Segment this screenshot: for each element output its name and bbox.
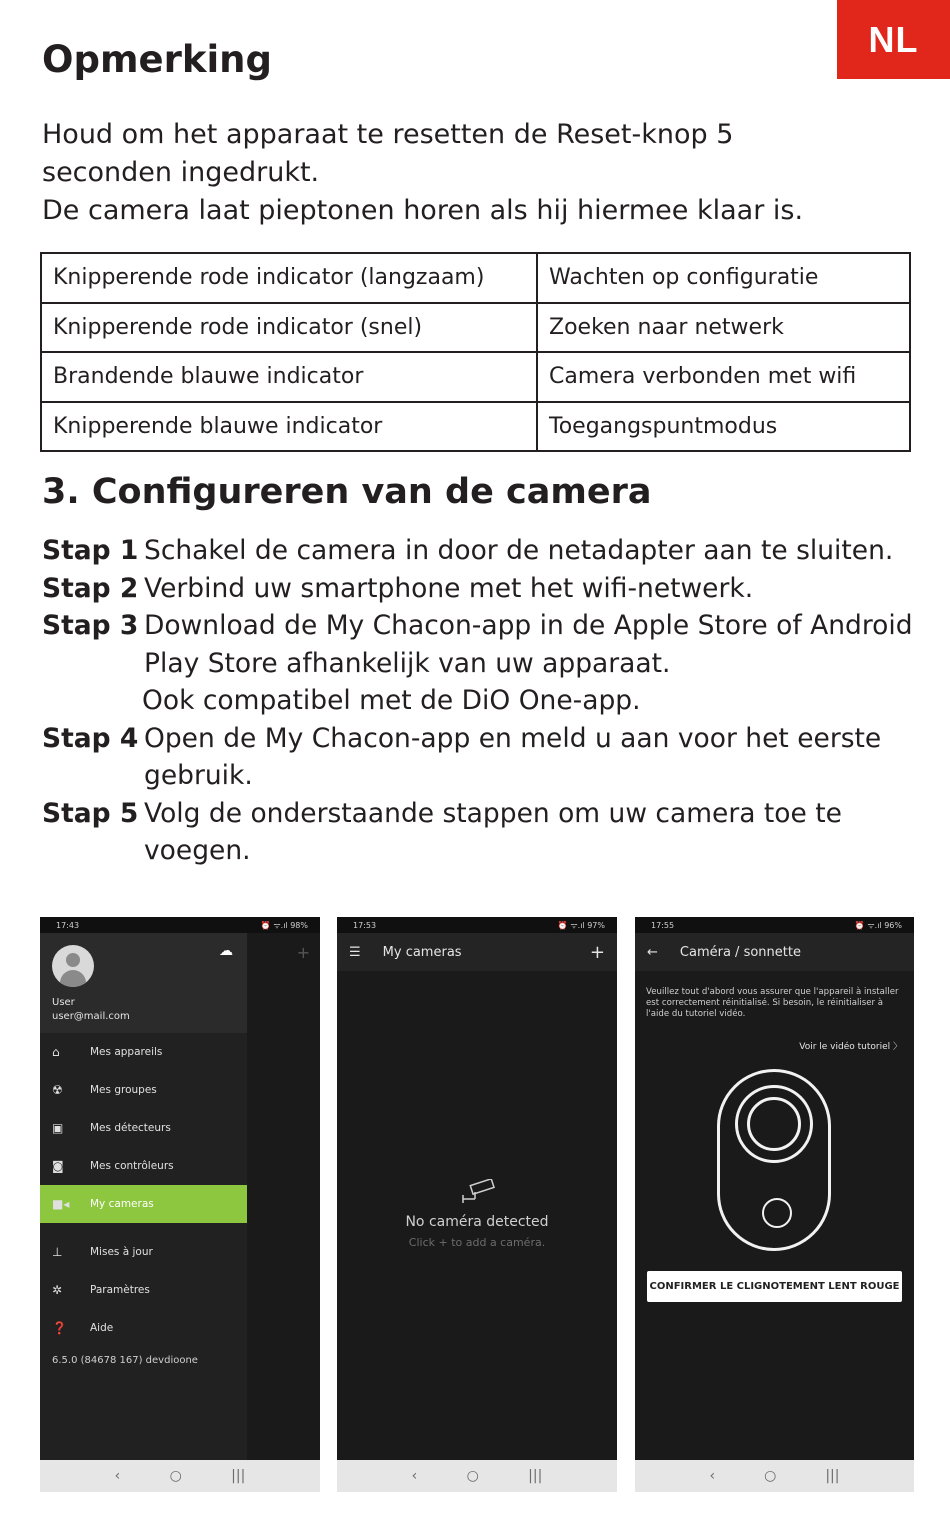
indicator-table: [40, 252, 911, 452]
download-icon: ⊥: [52, 1245, 63, 1259]
user-name: User: [52, 997, 75, 1008]
step-4: [42, 720, 922, 795]
phone-screenshot-doorbell: [635, 917, 914, 1492]
avatar[interactable]: [52, 945, 94, 987]
app-bar: [337, 933, 617, 971]
menu-item-label: Mes groupes: [90, 1084, 157, 1096]
step-label: Stap 4: [42, 722, 139, 754]
navigation-drawer: [40, 933, 247, 1460]
intro-line-2: De camera laat pieptonen horen als hij hiermee klaar is.: [42, 195, 804, 226]
screen-title: My cameras: [382, 944, 462, 960]
add-icon: +: [296, 943, 310, 962]
android-nav-bar: [337, 1460, 617, 1492]
screen-title: Caméra / sonnette: [679, 944, 801, 960]
status-time: 17:43: [56, 920, 80, 930]
cloud-icon[interactable]: ☁: [219, 943, 233, 959]
intro-text: [42, 116, 862, 230]
menu-item-updates[interactable]: [40, 1233, 247, 1271]
app-version: 6.5.0 (84678 167) devdioone: [52, 1355, 198, 1366]
menu-item-label: Mes appareils: [90, 1046, 163, 1058]
page-title: Opmerking: [42, 38, 272, 81]
menu-item-label: Paramètres: [90, 1284, 150, 1296]
group-icon: ☢: [52, 1083, 63, 1097]
doorbell-lens-inner: [747, 1097, 801, 1151]
cctv-camera-icon: [461, 1179, 497, 1211]
step-text: Open de My Chacon-app en meld u aan voor het eerste gebruik.: [144, 722, 882, 791]
detector-icon: ▣: [52, 1121, 64, 1135]
step-3: [42, 607, 922, 682]
step-text: Verbind uw smartphone met het wifi-netwerk.: [144, 572, 754, 604]
indicator-cell: Knipperende blauwe indicator: [41, 402, 537, 452]
controller-icon: ◙: [52, 1159, 64, 1173]
menu-item-settings[interactable]: [40, 1271, 247, 1309]
home-button-icon[interactable]: ○: [764, 1468, 777, 1484]
empty-state-title: No caméra detected: [405, 1214, 549, 1230]
step-1: [42, 532, 922, 570]
menu-item-label: Mes détecteurs: [90, 1122, 171, 1134]
reset-instructions: Veuillez tout d'abord vous assurer que l'appareil à installer est correctement réinitialisé. Si besoin, le réinitialiser à l'aide du tutoriel vidéo.: [646, 987, 899, 1019]
menu-item-cameras[interactable]: [40, 1185, 247, 1223]
table-row: [41, 303, 910, 353]
confirm-slow-red-blink-button[interactable]: CONFIRMER LE CLIGNOTEMENT LENT ROUGE: [647, 1271, 902, 1302]
add-camera-icon[interactable]: +: [589, 941, 605, 963]
step-label: Stap 3: [42, 610, 139, 641]
phone-screenshot-cameras: [337, 917, 617, 1492]
step-text: Schakel de camera in door de netadapter aan te sluiten.: [144, 535, 894, 566]
menu-divider: [40, 1223, 247, 1233]
home-button-icon[interactable]: ○: [466, 1468, 479, 1484]
step-2: [42, 570, 922, 608]
meaning-cell: Zoeken naar netwerk: [537, 303, 910, 353]
back-arrow-icon[interactable]: ←: [647, 944, 658, 960]
status-time: 17:55: [651, 920, 675, 930]
step-text: Download de My Chacon-app in de Apple Store of Android Play Store afhankelijk van uw apparaat.: [144, 610, 913, 679]
indicator-cell: Knipperende rode indicator (langzaam): [41, 253, 537, 303]
menu-item-appareils[interactable]: [40, 1033, 247, 1071]
home-button-icon[interactable]: ○: [169, 1468, 182, 1484]
status-icons: ⏰ ᯤ.ıl 96%: [854, 920, 902, 930]
help-icon: ❓: [52, 1321, 67, 1335]
user-email: user@mail.com: [52, 1011, 130, 1022]
video-tutorial-link[interactable]: Voir le vidéo tutoriel 〉: [799, 1042, 902, 1052]
table-row: [41, 352, 910, 402]
doorbell-button: [762, 1198, 792, 1228]
menu-item-help[interactable]: [40, 1309, 247, 1347]
camera-icon: ■◂: [52, 1197, 70, 1211]
doorbell-illustration: [717, 1069, 831, 1251]
indicator-cell: Knipperende rode indicator (snel): [41, 303, 537, 353]
step-label: Stap 2: [42, 572, 139, 604]
status-icons: ⏰ ᯤ.ıl 98%: [260, 920, 308, 930]
menu-item-groupes[interactable]: [40, 1071, 247, 1109]
android-nav-bar: [40, 1460, 320, 1492]
menu-item-controleurs[interactable]: [40, 1147, 247, 1185]
drawer-header: [40, 933, 247, 1033]
recents-icon[interactable]: |||: [825, 1468, 840, 1484]
status-time: 17:53: [353, 920, 377, 930]
back-icon[interactable]: ‹: [709, 1468, 716, 1484]
menu-item-label: Mises à jour: [90, 1246, 153, 1258]
menu-item-label: My cameras: [90, 1198, 154, 1210]
intro-line-1: Houd om het apparaat te resetten de Reset-knop 5 seconden ingedrukt.: [42, 119, 734, 188]
step-label: Stap 1: [42, 535, 139, 566]
phone-screenshot-menu: [40, 917, 320, 1492]
meaning-cell: Wachten op configuratie: [537, 253, 910, 303]
meaning-cell: Camera verbonden met wifi: [537, 352, 910, 402]
app-bar: [635, 933, 914, 971]
menu-item-detecteurs[interactable]: [40, 1109, 247, 1147]
empty-state-hint: Click + to add a caméra.: [408, 1236, 546, 1249]
step-3-extra: Ook compatibel met de DiO One-app.: [142, 685, 641, 716]
table-row: [41, 253, 910, 303]
language-badge: NL: [837, 0, 950, 79]
back-icon[interactable]: ‹: [411, 1468, 418, 1484]
back-icon[interactable]: ‹: [114, 1468, 121, 1484]
android-nav-bar: [635, 1460, 914, 1492]
steps-list: [42, 532, 922, 870]
step-5: [42, 795, 922, 870]
hamburger-menu-icon[interactable]: ☰: [349, 944, 361, 960]
section-title: 3. Configureren van de camera: [42, 472, 652, 512]
step-label: Stap 5: [42, 797, 139, 829]
table-row: [41, 402, 910, 452]
status-bar: [337, 917, 617, 933]
menu-item-label: Aide: [90, 1322, 114, 1334]
step-text: Volg de onderstaande stappen om uw camera toe te voegen.: [144, 797, 842, 866]
menu-item-label: Mes contrôleurs: [90, 1160, 174, 1172]
status-bar: [635, 917, 914, 933]
status-bar: [40, 917, 320, 933]
recents-icon[interactable]: |||: [231, 1468, 246, 1484]
home-icon: ⌂: [52, 1045, 60, 1059]
status-icons: ⏰ ᯤ.ıl 97%: [557, 920, 605, 930]
indicator-cell: Brandende blauwe indicator: [41, 352, 537, 402]
meaning-cell: Toegangspuntmodus: [537, 402, 910, 452]
gear-icon: ✲: [52, 1283, 63, 1297]
recents-icon[interactable]: |||: [528, 1468, 543, 1484]
